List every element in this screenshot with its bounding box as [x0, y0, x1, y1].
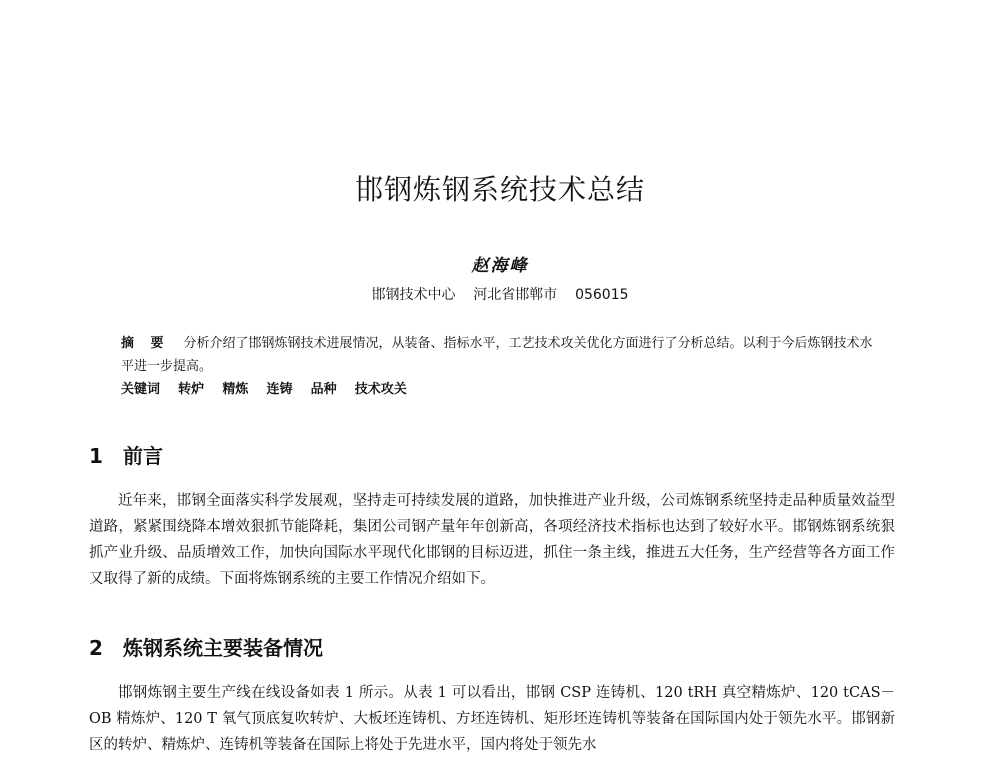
- abstract-line: [121, 332, 881, 378]
- keyword: 转炉: [178, 382, 205, 397]
- keyword: 品种: [310, 382, 337, 397]
- abstract-label: 摘 要: [121, 336, 170, 351]
- abstract-text: 分析介绍了邯钢炼钢技术进展情况，从装备、指标水平，工艺技术攻关优化方面进行了分析总结。以利于今后炼钢技术水平进一步提高。: [121, 336, 873, 374]
- keyword: 连铸: [266, 382, 293, 397]
- section-number: 2: [89, 636, 103, 660]
- keyword: 技术攻关: [354, 382, 407, 397]
- author-name: 赵海峰: [471, 256, 529, 276]
- section-heading-equipment: [89, 632, 323, 661]
- section-title: 炼钢系统主要装备情况: [123, 636, 323, 660]
- keywords-label: 关键词: [121, 382, 161, 397]
- section-number: 1: [89, 444, 103, 468]
- section-title: 前言: [123, 444, 163, 468]
- affiliation: 邯钢技术中心 河北省邯郸市 056015: [371, 287, 629, 303]
- section-paragraph-intro: 近年来，邯钢全面落实科学发展观，坚持走可持续发展的道路，加快推进产业升级，公司炼钢系统坚持走品种质量效益型道路，紧紧围绕降本增效狠抓节能降耗，集团公司钢产量年年创新高，各项经济技术指标也达到了较好水平。邯钢炼钢系统狠抓产业升级、品质增效工作，加快向国际水平现代化邯钢的目标迈进，抓住一条主线，推进五大任务，生产经营等各方面工作又取得了新的成绩。下面将炼钢系统的主要工作情况介绍如下。: [89, 493, 895, 587]
- section-paragraph-equipment: 邯钢炼钢主要生产线在线设备如表 1 所示。从表 1 可以看出，邯钢 CSP 连铸机、120 tRH 真空精炼炉、120 tCAS－OB 精炼炉、120 T 氧气顶底复吹转炉、大板坯连铸机、方坯连铸机、矩形坯连铸机等装备在国际国内处于领先水平。邯钢新区的转炉、精炼炉、连铸机等装备在国际上将处于先进水平，国内将处于领先水: [89, 685, 895, 753]
- keywords-line: [121, 378, 881, 401]
- paper-title: 邯钢炼钢系统技术总结: [354, 173, 645, 206]
- section-heading-intro: [89, 440, 163, 469]
- keyword: 精炼: [222, 382, 249, 397]
- abstract-block: [121, 332, 881, 401]
